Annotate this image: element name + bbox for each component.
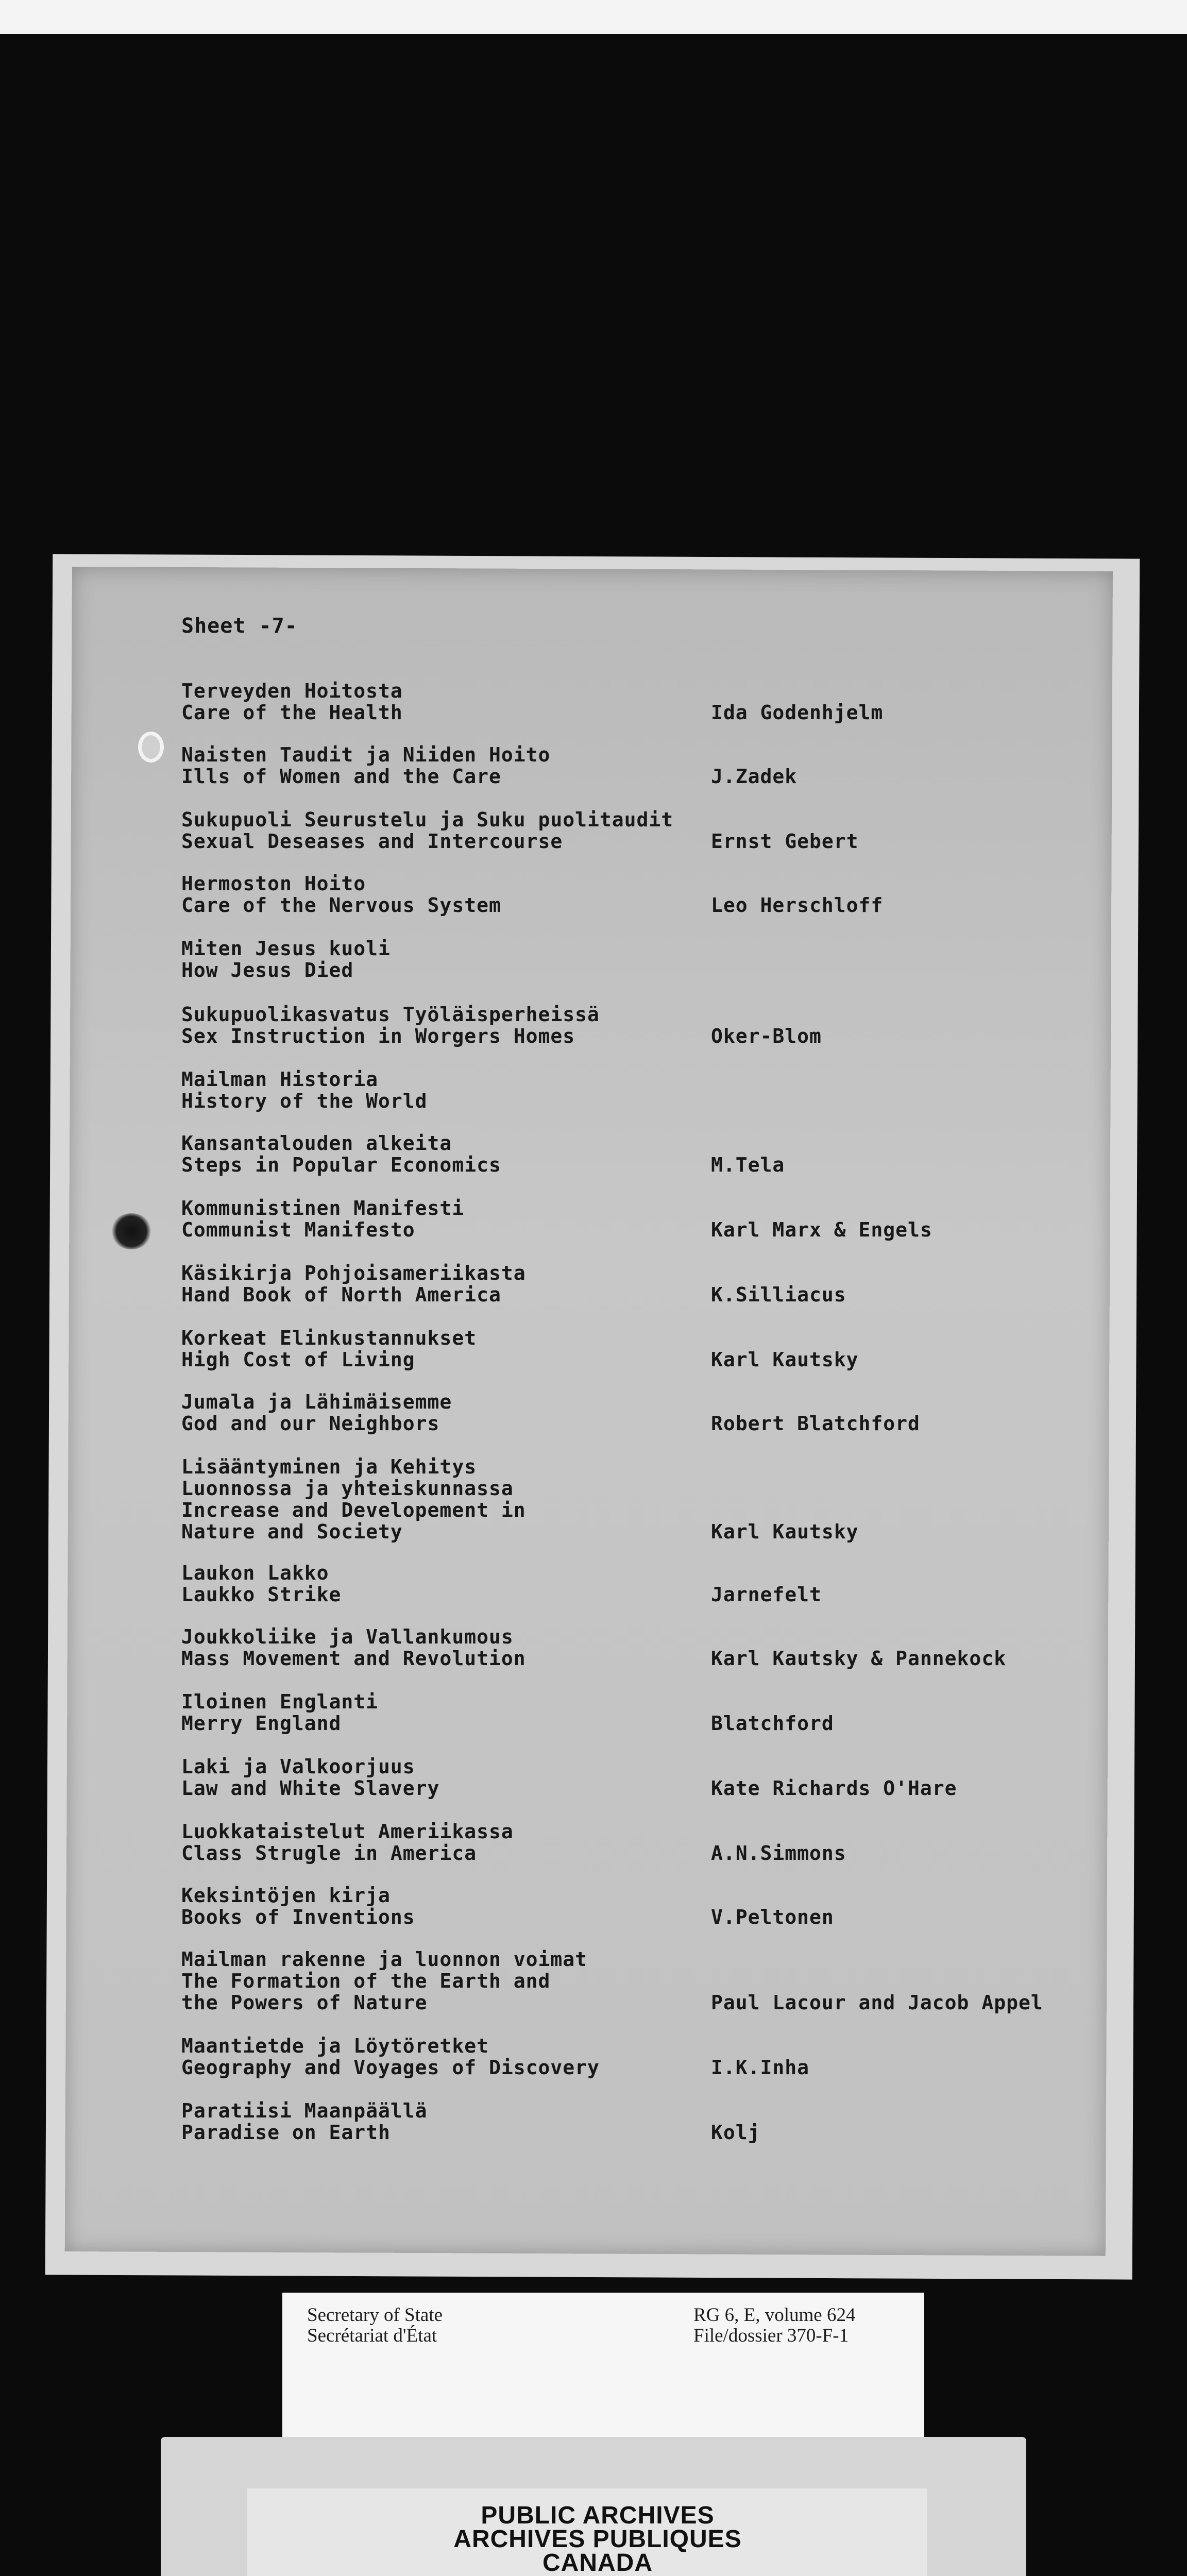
entry-author: Oker-Blom bbox=[711, 1025, 822, 1047]
film-top-edge bbox=[0, 0, 1187, 34]
entry-title-english: Sex Instruction in Worgers Homes bbox=[181, 1025, 575, 1047]
stamp-line-en: PUBLIC ARCHIVES bbox=[481, 2502, 715, 2529]
list-item bbox=[181, 1004, 1057, 1047]
entry-title-english: Care of the Health bbox=[181, 701, 403, 724]
entry-title-english: Sexual Deseases and Intercourse bbox=[181, 830, 563, 853]
entry-title-english: Mass Movement and Revolution bbox=[181, 1647, 526, 1670]
entry-author: Robert Blatchford bbox=[711, 1412, 920, 1435]
list-item bbox=[181, 1456, 1057, 1543]
entry-title-english: Books of Inventions bbox=[181, 1906, 415, 1928]
entry-author: M.Tela bbox=[711, 1154, 785, 1176]
entry-title-english: How Jesus Died bbox=[181, 959, 354, 981]
entry-title-finnish: Laukon Lakko bbox=[181, 1562, 329, 1584]
entry-title-finnish: Mailman Historia bbox=[181, 1068, 379, 1091]
entry-author: Kolj bbox=[711, 2121, 760, 2144]
entry-author: Ernst Gebert bbox=[711, 830, 859, 853]
entry-author: Paul Lacour and Jacob Appel bbox=[711, 1991, 1043, 2014]
entry-title-english-2: Nature and Society bbox=[181, 1520, 403, 1543]
entry-title-english: History of the World bbox=[181, 1090, 428, 1112]
list-item bbox=[181, 1821, 1057, 1864]
entry-author: A.N.Simmons bbox=[711, 1842, 846, 1865]
list-item bbox=[181, 1885, 1057, 1928]
entry-title-english: Class Strugle in America bbox=[181, 1842, 477, 1865]
entry-title-english: Laukko Strike bbox=[181, 1583, 342, 1606]
label-department bbox=[307, 2305, 443, 2346]
ink-blot bbox=[111, 1213, 152, 1249]
entry-title-finnish: Korkeat Elinkustannukset bbox=[181, 1327, 477, 1349]
list-item bbox=[181, 1562, 1057, 1605]
entry-title-english: Merry England bbox=[181, 1712, 342, 1735]
entry-title-finnish: Iloinen Englanti bbox=[181, 1690, 379, 1713]
entry-author: I.K.Inha bbox=[711, 2056, 810, 2079]
list-item bbox=[181, 2035, 1057, 2078]
entry-title-finnish: Mailman rakenne ja luonnon voimat bbox=[181, 1948, 587, 1971]
archive-stamp bbox=[402, 2504, 793, 2575]
entry-title-english-2: the Powers of Nature bbox=[181, 1991, 428, 2014]
stamp-line-country: CANADA bbox=[542, 2549, 653, 2576]
sheet-header: Sheet -7- bbox=[181, 614, 298, 638]
entry-title-finnish: Paratiisi Maanpäällä bbox=[181, 2099, 428, 2122]
entry-title-finnish: Kansantalouden alkeita bbox=[181, 1132, 452, 1155]
entry-title-finnish: Naisten Taudit ja Niiden Hoito bbox=[181, 743, 551, 766]
list-item bbox=[181, 1756, 1057, 1799]
entry-title-finnish: Maantietde ja Löytöretket bbox=[181, 2035, 489, 2057]
entry-title-finnish: Sukupuolikasvatus Työläisperheissä bbox=[181, 1003, 600, 1026]
entry-title-finnish: Luokkataistelut Ameriikassa bbox=[181, 1820, 514, 1843]
list-item bbox=[181, 873, 1057, 916]
entry-author: Leo Herschloff bbox=[711, 894, 884, 917]
label-reference bbox=[693, 2305, 855, 2346]
list-item bbox=[181, 1132, 1057, 1176]
list-item bbox=[181, 1262, 1057, 1306]
list-item bbox=[181, 1626, 1057, 1669]
entry-title-english: Law and White Slavery bbox=[181, 1777, 440, 1800]
entry-title-finnish: Sukupuoli Seurustelu ja Suku puolitaudit bbox=[181, 808, 674, 831]
list-item bbox=[181, 1391, 1057, 1434]
entry-author: Karl Kautsky bbox=[711, 1520, 859, 1543]
list-item bbox=[181, 680, 1057, 723]
entry-author: Kate Richards O'Hare bbox=[711, 1777, 957, 1800]
entry-author: Karl Kautsky & Pannekock bbox=[711, 1647, 1007, 1670]
entry-title-finnish: Joukkoliike ja Vallankumous bbox=[181, 1625, 514, 1648]
entry-title-english: Geography and Voyages of Discovery bbox=[181, 2056, 600, 2079]
list-item bbox=[181, 1948, 1057, 2013]
list-item bbox=[181, 1691, 1057, 1734]
entry-title-english: Steps in Popular Economics bbox=[181, 1154, 501, 1176]
list-item bbox=[181, 809, 1057, 852]
punch-hole bbox=[138, 732, 164, 762]
entry-title-finnish: Keksintöjen kirja bbox=[181, 1884, 391, 1907]
label-volume: RG 6, E, volume 624 bbox=[693, 2304, 856, 2326]
list-item bbox=[181, 1327, 1057, 1370]
entry-title-english: Communist Manifesto bbox=[181, 1218, 415, 1241]
label-department-fr: Secrétariat d'État bbox=[307, 2325, 437, 2346]
entry-title-english: Care of the Nervous System bbox=[181, 894, 501, 917]
entry-author: Karl Marx & Engels bbox=[711, 1218, 932, 1241]
entry-title-english: Ills of Women and the Care bbox=[181, 765, 501, 788]
entry-title-finnish: Lisääntyminen ja Kehitys bbox=[181, 1455, 477, 1478]
entry-title-finnish-2: Luonnossa ja yhteiskunnassa bbox=[181, 1477, 514, 1500]
label-file: File/dossier 370-F-1 bbox=[693, 2325, 849, 2346]
entry-author: K.Silliacus bbox=[711, 1283, 846, 1306]
list-item bbox=[181, 744, 1057, 787]
entry-title-finnish: Terveyden Hoitosta bbox=[181, 680, 403, 702]
entry-title-english: Increase and Developement in bbox=[181, 1499, 526, 1521]
list-item bbox=[181, 1197, 1057, 1241]
entry-title-finnish: Laki ja Valkoorjuus bbox=[181, 1755, 415, 1778]
entry-title-finnish: Käsikirja Pohjoisameriikasta bbox=[181, 1262, 526, 1284]
entry-author: Karl Kautsky bbox=[711, 1348, 859, 1371]
entry-title-english: God and our Neighbors bbox=[181, 1412, 440, 1435]
entry-author: J.Zadek bbox=[711, 765, 798, 788]
entry-title-english: High Cost of Living bbox=[181, 1348, 415, 1371]
entry-title-finnish: Hermoston Hoito bbox=[181, 872, 366, 895]
entry-author: V.Peltonen bbox=[711, 1906, 834, 1928]
entry-author: Ida Godenhjelm bbox=[711, 701, 884, 724]
entry-title-english: Hand Book of North America bbox=[181, 1283, 501, 1306]
entry-title-english: Paradise on Earth bbox=[181, 2121, 391, 2144]
entry-title-finnish: Jumala ja Lähimäisemme bbox=[181, 1391, 452, 1413]
entry-title-finnish: Miten Jesus kuoli bbox=[181, 937, 391, 960]
entry-title-finnish: Kommunistinen Manifesti bbox=[181, 1197, 465, 1219]
entry-author: Jarnefelt bbox=[711, 1583, 822, 1606]
list-item bbox=[181, 938, 1057, 981]
entry-title-english: The Formation of the Earth and bbox=[181, 1970, 551, 1992]
list-item bbox=[181, 1069, 1057, 1112]
list-item bbox=[181, 2100, 1057, 2143]
entry-author: Blatchford bbox=[711, 1712, 834, 1735]
label-department-en: Secretary of State bbox=[307, 2304, 443, 2326]
stamp-line-fr: ARCHIVES PUBLIQUES bbox=[453, 2526, 742, 2553]
